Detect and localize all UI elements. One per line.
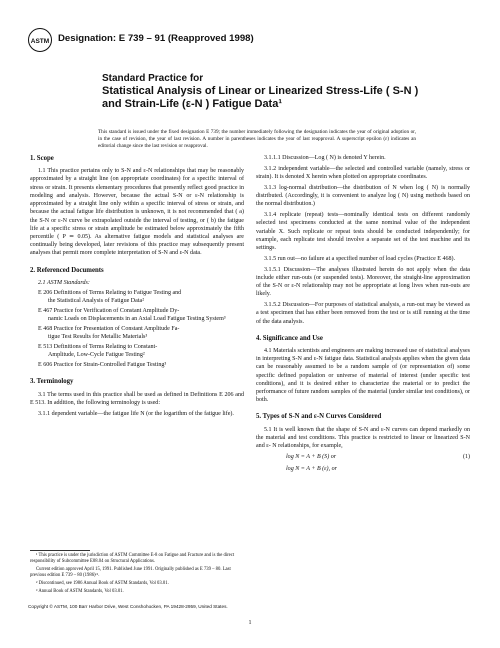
issued-note: This standard is issued under the fixed designation E 739; the number immediately following the designation indicates the year of original adoption or, in the case of revision, the year of last revision. A number in parentheses indicates the year of last reapproval. A superscript epsilon (ε) indicates an editorial change since the last revision or reapproval.	[98, 129, 416, 149]
footnote-separator	[30, 550, 90, 551]
section-heading-referenced-documents: 2. Referenced Documents	[30, 266, 104, 274]
section-heading-significance: 4. Significance and Use	[256, 334, 323, 342]
footnotes	[30, 553, 244, 597]
equation-1	[256, 453, 470, 461]
designation: Designation: E 739 – 91 (Reapproved 1998)	[58, 33, 254, 44]
right-column	[256, 154, 470, 474]
reference-title: Practice for Presentation of Constant Amplitude Fa-	[53, 326, 180, 333]
copyright-notice: Copyright © ASTM, 100 Barr Harbor Drive, West Conshohocken, PA 19428-2959, United States.	[28, 604, 228, 609]
reference-title: Practice for Strain-Controlled Fatigue Testing³	[53, 362, 167, 369]
run-out-discussion-2: 3.1.5.2 Discussion—For purposes of statistical analysis, a run-out may be viewed as a test specimen that has either been removed from the test or is still running at the time of the data analysis.	[256, 302, 470, 325]
significance-paragraph: 4.1 Materials scientists and engineers are making increased use of statistical analyses in interpreting S-N and ε-N fatigue data. Statistical analysis applies when the given data can be reasonably assumed to be a random sample of (or representation of) some specific defined population or universe of material of interest (under specific test conditions), and it is desired either to characterize the material or to predict the performance of future random samples of the material (under similar test conditions), or both.	[256, 347, 470, 404]
terminology-paragraph: 3.1 The terms used in this practice shall be used as defined in Definitions E 206 and E 513. In addition, the following terminology is used:	[30, 391, 244, 406]
equation-2	[256, 465, 470, 473]
title-line-2: Statistical Analysis of Linear or Linearized Stress-Life ( S-N )	[102, 85, 419, 97]
page-number: 1	[248, 620, 252, 626]
footnote: Current edition approved April 15, 1991. Published June 1991. Originally published as E 739 – 80. Last previous edition E 739 – 80 (1986)ᵉ¹.	[30, 567, 231, 579]
reference-item	[30, 343, 244, 359]
log-normal-definition: 3.1.3 log-normal distribution—the distribution of N when log ( N) is normally distributed. (Accordingly, it is convenient to analyze log ( N) using methods based on the normal distribution.)	[256, 184, 470, 208]
reference-item	[30, 289, 244, 305]
independent-variable-definition: 3.1.2 independent variable—the selected and controlled variable (namely, stress or strain). It is denoted X herein when plotted on appropriate coordinates.	[256, 165, 470, 181]
astm-standards-subheading: 2.1 ASTM Standards:	[38, 279, 90, 286]
section-heading-scope: 1. Scope	[30, 155, 54, 162]
curve-types-paragraph: 5.1 It is well known that the shape of S-N and ε-N curves can depend markedly on the material and test conditions. This practice is restricted to linear or linearized S-N and ε- N relationships, for example,	[256, 426, 470, 450]
reference-title-cont: Amplitude, Low-Cycle Fatigue Testing²	[48, 352, 145, 359]
astm-logo-icon	[28, 28, 52, 52]
equation-1-number: (1)	[462, 454, 470, 461]
reference-code: E 206	[38, 290, 53, 297]
reference-item	[30, 325, 244, 341]
reference-code: E 467	[38, 308, 53, 315]
footnote: ² Discontinued, see 1986 Annual Book of ASTM Standards, Vol 03.01.	[36, 581, 169, 587]
replicate-tests-definition: 3.1.4 replicate (repeat) tests—nominally identical tests on different randomly selected test specimens conducted at the same nominal value of the independent variable X. Such replicate or repeat tests should be conducted independently; for example, each replicate test should involve a separate set of the test machine and its settings.	[256, 212, 470, 251]
reference-code: E 513	[38, 344, 53, 351]
title-block	[102, 73, 432, 111]
reference-code: E 468	[38, 326, 53, 333]
equation-1-text: log N = A + B (S) or	[286, 454, 337, 461]
title-line-3: and Strain-Life (ε-N ) Fatigue Data¹	[102, 98, 283, 111]
reference-title-cont: the Statistical Analysis of Fatigue Data²	[48, 298, 145, 305]
run-out-definition: 3.1.5 run out—no failure at a specified number of load cycles (Practice E 468).	[264, 255, 456, 262]
title-line-1: Standard Practice for	[102, 73, 204, 84]
reference-title: Definitions of Terms Relating to Fatigue Testing and	[53, 290, 182, 297]
reference-title-cont: tigue Test Results for Metallic Materials³	[48, 334, 148, 341]
reference-title: Practice for Verification of Constant Amplitude Dy-	[53, 308, 180, 315]
left-column	[30, 154, 244, 421]
dependent-variable-definition: 3.1.1 dependent variable—the fatigue life N (or the logarithm of the fatigue life).	[38, 410, 234, 417]
reference-title: Definitions of Terms Relating to Constant-	[53, 344, 158, 351]
reference-code: E 606	[38, 362, 53, 369]
run-out-discussion-1: 3.1.5.1 Discussion—The analyses illustrated herein do not apply when the data include either run-outs (or suspended tests). Moreover, the straight-line approximation of the S-N or ε-N relationship may not be appropriate at long lives when run-outs are likely.	[256, 266, 470, 298]
equation-2-text: log N = A + B (ε), or	[286, 465, 337, 472]
section-heading-terminology: 3. Terminology	[30, 378, 74, 386]
section-heading-curve-types: 5. Types of S-N and ε-N Curves Considered	[256, 413, 382, 421]
footnote: ³ Annual Book of ASTM Standards, Vol 03.01.	[36, 588, 124, 594]
reference-title-cont: namic Loads on Displacements in an Axial Load Fatigue Testing System³	[48, 316, 226, 323]
footnote: ¹ This practice is under the jurisdiction of ASTM Committee E-8 on Fatigue and Fracture and is the direct responsibility of Subcommittee E08.04 on Structural Applications.	[30, 553, 235, 565]
reference-item	[30, 361, 244, 369]
scope-paragraph: 1.1 This practice pertains only to S-N and ε-N relationships that may be reasonably approximated by a straight line (on appropriate coordinates) for a specific interval of stress or strain. It presents elementary procedures that presently reflect good practice in modeling and analysis. However, because the actual S-N or ε-N relationship is approximated by a straight line only within a specific interval of stress or strain, and because the actual fatigue life distribution is unknown, it is not recommended that ( a) the S-N or ε-N curve be extrapolated outside the interval of testing, or ( b) the fatigue life at a specific stress or strain amplitude be estimated below approximately the fifth percentile ( P ≃ 0.05). As alternative fatigue models and statistical analyses are continually being developed, later revisions of this practice may subsequently present analyses that permit more complete interpretation of S-N and ε-N data.	[30, 168, 244, 257]
reference-item	[30, 307, 244, 323]
discussion-log-n: 3.1.1.1 Discussion—Log ( N) is denoted Y herein.	[264, 155, 386, 161]
svg-text:ASTM: ASTM	[30, 38, 50, 45]
